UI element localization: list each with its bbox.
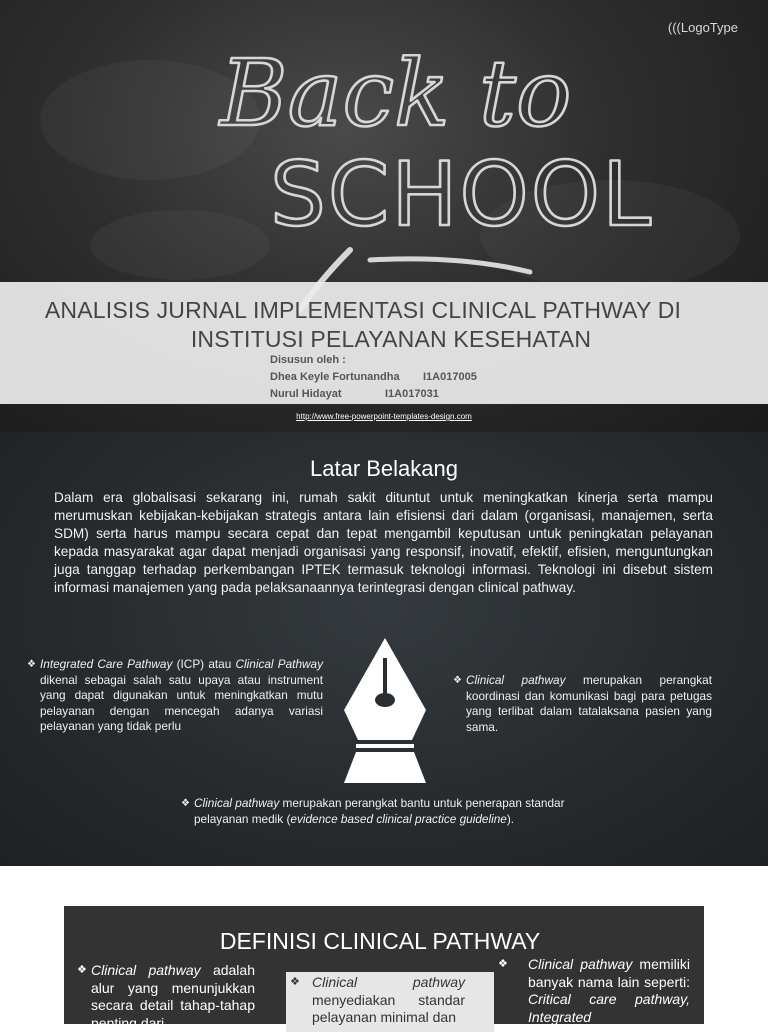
bullet-italic: Clinical Pathway <box>235 657 323 671</box>
definition-column-3 <box>498 956 690 1026</box>
bullet-italic: Clinical pathway <box>312 974 465 990</box>
fountain-pen-nib-icon <box>342 638 428 783</box>
presentation-title <box>0 296 726 354</box>
logo-waves-icon: ((( <box>667 20 681 35</box>
author-row <box>270 369 477 386</box>
author-id: I1A017031 <box>385 388 439 400</box>
bullet-icp <box>27 657 323 735</box>
bullet-text: merupakan perangkat bantu untuk penerapan standar pelayanan medik ( <box>194 796 565 826</box>
diamond-bullet-icon: ❖ <box>498 958 508 970</box>
definition-slide <box>64 906 704 1031</box>
bullet-coordination <box>453 673 712 735</box>
definition-column-2 <box>290 974 465 1027</box>
diamond-bullet-icon: ❖ <box>453 675 462 686</box>
bullet-text: dikenal sebagai salah satu upaya atau instrument yang dapat digunakan untuk meningkatkan mutu pelayanan dengan mencegah adanya variasi pelayanan yang tidak perlu <box>40 672 323 734</box>
logo-text: LogoType <box>680 20 738 35</box>
logo <box>668 20 738 35</box>
bullet-text: ). <box>506 811 515 826</box>
title-slide <box>0 0 768 432</box>
bullet-text: menyediakan standar pelayanan minimal dan <box>312 991 465 1026</box>
bullet-italic: Integrated Care Pathway <box>40 657 173 671</box>
bullet-italic: Clinical pathway <box>194 796 280 810</box>
definition-box <box>286 972 494 1032</box>
title-line-2: INSTITUSI PELAYANAN KESEHATAN <box>190 326 592 352</box>
template-url-link[interactable]: http://www.free-powerpoint-templates-design.com <box>296 412 472 421</box>
chalk-text-back-to: Back to <box>220 40 572 147</box>
diamond-bullet-icon: ❖ <box>77 964 87 976</box>
author-name: Nurul Hidayat <box>270 388 342 400</box>
diamond-bullet-icon: ❖ <box>27 659 36 670</box>
bullet-italic: evidence based clinical practice guideline <box>290 811 507 826</box>
title-line-1: ANALISIS JURNAL IMPLEMENTASI CLINICAL PATHWAY DI <box>44 297 682 323</box>
title-banner <box>0 282 768 404</box>
diamond-bullet-icon: ❖ <box>181 798 190 809</box>
author-row <box>270 386 477 403</box>
bullet-text: (ICP) atau <box>172 657 236 671</box>
bullet-text: adalah alur yang menunjukkan secara detail tahap-tahap penting dari <box>91 962 255 1031</box>
chalk-text-school: SCHOOL <box>270 143 654 246</box>
bullet-italic: Clinical pathway <box>528 956 633 972</box>
bullet-italic: Clinical pathway <box>466 673 566 687</box>
diamond-bullet-icon: ❖ <box>290 976 300 988</box>
definition-column-1 <box>77 962 255 1032</box>
background-slide <box>0 432 768 866</box>
bullet-italic: Critical care pathway, Integrated <box>528 991 690 1025</box>
slide-title: DEFINISI CLINICAL PATHWAY <box>219 928 541 954</box>
bullet-text: memiliki banyak nama lain seperti: <box>528 956 690 990</box>
prepared-by-label: Disusun oleh : <box>270 354 346 366</box>
authors-block <box>270 352 477 403</box>
slide-title: Latar Belakang <box>310 456 458 481</box>
back-to-school-chalk-art <box>200 10 654 290</box>
bullet-standard <box>181 796 614 827</box>
slide-body-paragraph: Dalam era globalisasi sekarang ini, rumah sakit dituntut untuk meningkatkan kinerja serta mampu merumuskan kebijakan-kebijakan strategis antara lain efisiensi dari dalam (organisasi, manajemen, serta SDM) serta harus mampu secara cepat dan tepat mengambil keputusan untuk peningkatan pelayanan kepada masyarakat agar dapat menjadi organisasi yang responsif, inovatif, efektif, efisien, menguntungkan juga tanggap terhadap perkembangan IPTEK termasuk teknologi informasi. Teknologi ini disebut sistem informasi manajemen yang pada pelaksanaannya terintegrasi dengan clinical pathway. <box>54 490 713 595</box>
bullet-text: merupakan perangkat koordinasi dan komunikasi bagi para petugas yang terlibat dalam tatalaksana pasien yang sama. <box>466 673 712 734</box>
bullet-italic: Clinical pathway <box>91 962 201 978</box>
author-id: I1A017005 <box>423 371 477 383</box>
author-name: Dhea Keyle Fortunandha <box>270 371 400 383</box>
